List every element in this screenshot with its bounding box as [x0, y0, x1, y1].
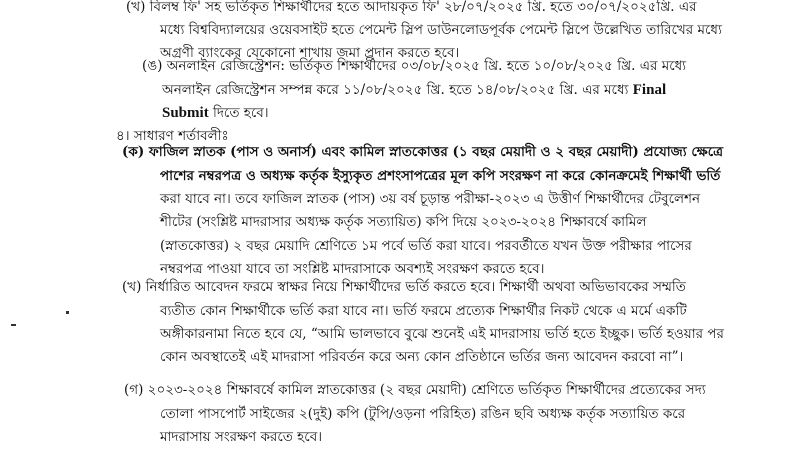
- text-line: [124, 379, 706, 402]
- text-line: [160, 19, 722, 42]
- submit-word: Submit: [162, 105, 209, 121]
- text-line: [122, 276, 686, 299]
- text-line: [160, 403, 685, 426]
- line-text: নম্বরপত্র পাওয়া যাবে তা সংশ্লিষ্ট মাদরাসাকে অবশ্যই সংরক্ষণ করতে হবে।: [160, 261, 545, 277]
- text-line: [160, 300, 687, 323]
- text-line: [160, 165, 720, 188]
- line-text: (ঙ) অনলাইন রেজিস্ট্রেশন: ভর্তিকৃত শিক্ষার্থীদের ০৩/০৮/২০২৫ খ্রি. হতে ১০/০৮/২০২৫ খ্রি. এর মধ্যে: [142, 58, 687, 74]
- line-text: ৪। সাধারণ শর্তাবলীঃ: [116, 128, 229, 144]
- line-text: (ক) ফাজিল স্নাতক (পাস ও অনার্স) এবং কামিল স্নাতকোত্তর (১ বছর মেয়াদী ও ২ বছর মেয়াদী) প্রযোজ্য ক্ষেত্রে: [122, 144, 724, 160]
- text-line: [122, 141, 723, 164]
- line-text: শীটের (সংশ্লিষ্ট মাদরাসার অধ্যক্ষ কর্তৃক সত্যায়িত) কপি দিয়ে ২০২৩-২০২৪ শিক্ষাবর্ষে কামিল: [160, 214, 647, 230]
- text-line: [160, 323, 724, 346]
- text-line: [162, 102, 269, 125]
- line-text: অনলাইন রেজিস্ট্রেশন সম্পন্ন করে ১১/০৮/২০২৫ খ্রি. হতে ১৪/০৮/২০২৫ খ্রি. এর মধ্যে: [162, 82, 629, 98]
- line-text: ব্যতীত কোন শিক্ষার্থীকে ভর্তি করা যাবে না। ভর্তি ফরমে প্রত্যেক শিক্ষার্থীর নিকট থেকে এ মর্মে একটি: [160, 303, 687, 319]
- margin-mark: [11, 324, 16, 326]
- text-line: [162, 79, 666, 102]
- line-text: অঙ্গীকারনামা নিতে হবে যে, “আমি ভালভাবে বুঝে শুনেই এই মাদরাসায় ভর্তি হতে ইচ্ছুক। ভর্তি হওয়ার পর: [160, 326, 724, 342]
- text-line: [160, 426, 322, 449]
- line-text: অগ্রণী ব্যাংকের যেকোনো শাখায় জমা প্রদান করতে হবে।: [160, 45, 460, 61]
- line-text: করা যাবে না। তবে ফাজিল স্নাতক (পাস) ৩য় বর্ষ চূড়ান্ত পরীক্ষা-২০২৩ এ উত্তীর্ণ শিক্ষার্থীদের টেবুলেশন: [160, 191, 701, 207]
- final-word: Final: [632, 82, 667, 98]
- text-line: [160, 188, 700, 211]
- text-line: [160, 235, 692, 258]
- line-text: মাদরাসায় সংরক্ষণ করতে হবে।: [160, 429, 323, 445]
- text-line: [142, 55, 686, 78]
- line-rest: দিতে হবে।: [208, 105, 269, 121]
- line-text: তোলা পাসপোর্ট সাইজের ২(দুই) কপি (টুপি/ওড়না পরিহিত) রঙিন ছবি অধ্যক্ষ কর্তৃক সত্যায়িত করে: [160, 406, 686, 422]
- margin-mark: [66, 311, 69, 314]
- line-text: (স্নাতকোত্তর) ২ বছর মেয়াদি শ্রেণিতে ১ম পর্বে ভর্তি করা যাবে। পরবর্তীতে যখন উক্ত পরীক্ষার পাসের: [160, 238, 692, 254]
- line-text: পাশের নম্বরপত্র ও অধ্যক্ষ কর্তৃক ইস্যুকৃত প্রশংসাপত্রের মূল কপি সংরক্ষণ না করে কোনক্রমেই শিক্ষার্থী ভর্তি: [160, 168, 721, 184]
- line-text: কোন অবস্থাতেই এই মাদরাসা পরিবর্তন করে অন্য কোন প্রতিষ্ঠানে ভর্তির জন্য আবেদন করবো না”।: [160, 349, 684, 365]
- line-text: (খ) নির্ধারিত আবেদন ফরমে স্বাক্ষর নিয়ে শিক্ষার্থীদের ভর্তি করতে হবে। শিক্ষার্থী অথবা অভিভাবকের সম্মতি: [122, 279, 686, 295]
- line-text: (খ) বিলম্ব ফি' সহ ভর্তিকৃত শিক্ষার্থীদের হতে আদায়কৃত ফি' ২৮/০৭/২০২৫ খ্রি. হতে ৩০/০৭/২০২৫খ্রি. এর: [126, 0, 697, 15]
- text-line: [160, 346, 683, 369]
- text-line: [126, 0, 697, 19]
- line-text: মধ্যে বিশ্ববিদ্যালয়ের ওয়েবসাইট হতে পেমেন্ট স্লিপ ডাউনলোডপূর্বক পেমেন্ট স্লিপে উল্লেখিত তারিখের মধ্যে: [160, 22, 722, 38]
- line-text: (গ) ২০২৩-২০২৪ শিক্ষাবর্ষে কামিল স্নাতকোত্তর (২ বছর মেয়াদী) শ্রেণিতে ভর্তিকৃত শিক্ষার্থীদের প্রত্যেকের সদ্য: [124, 382, 706, 398]
- text-line: [160, 211, 646, 234]
